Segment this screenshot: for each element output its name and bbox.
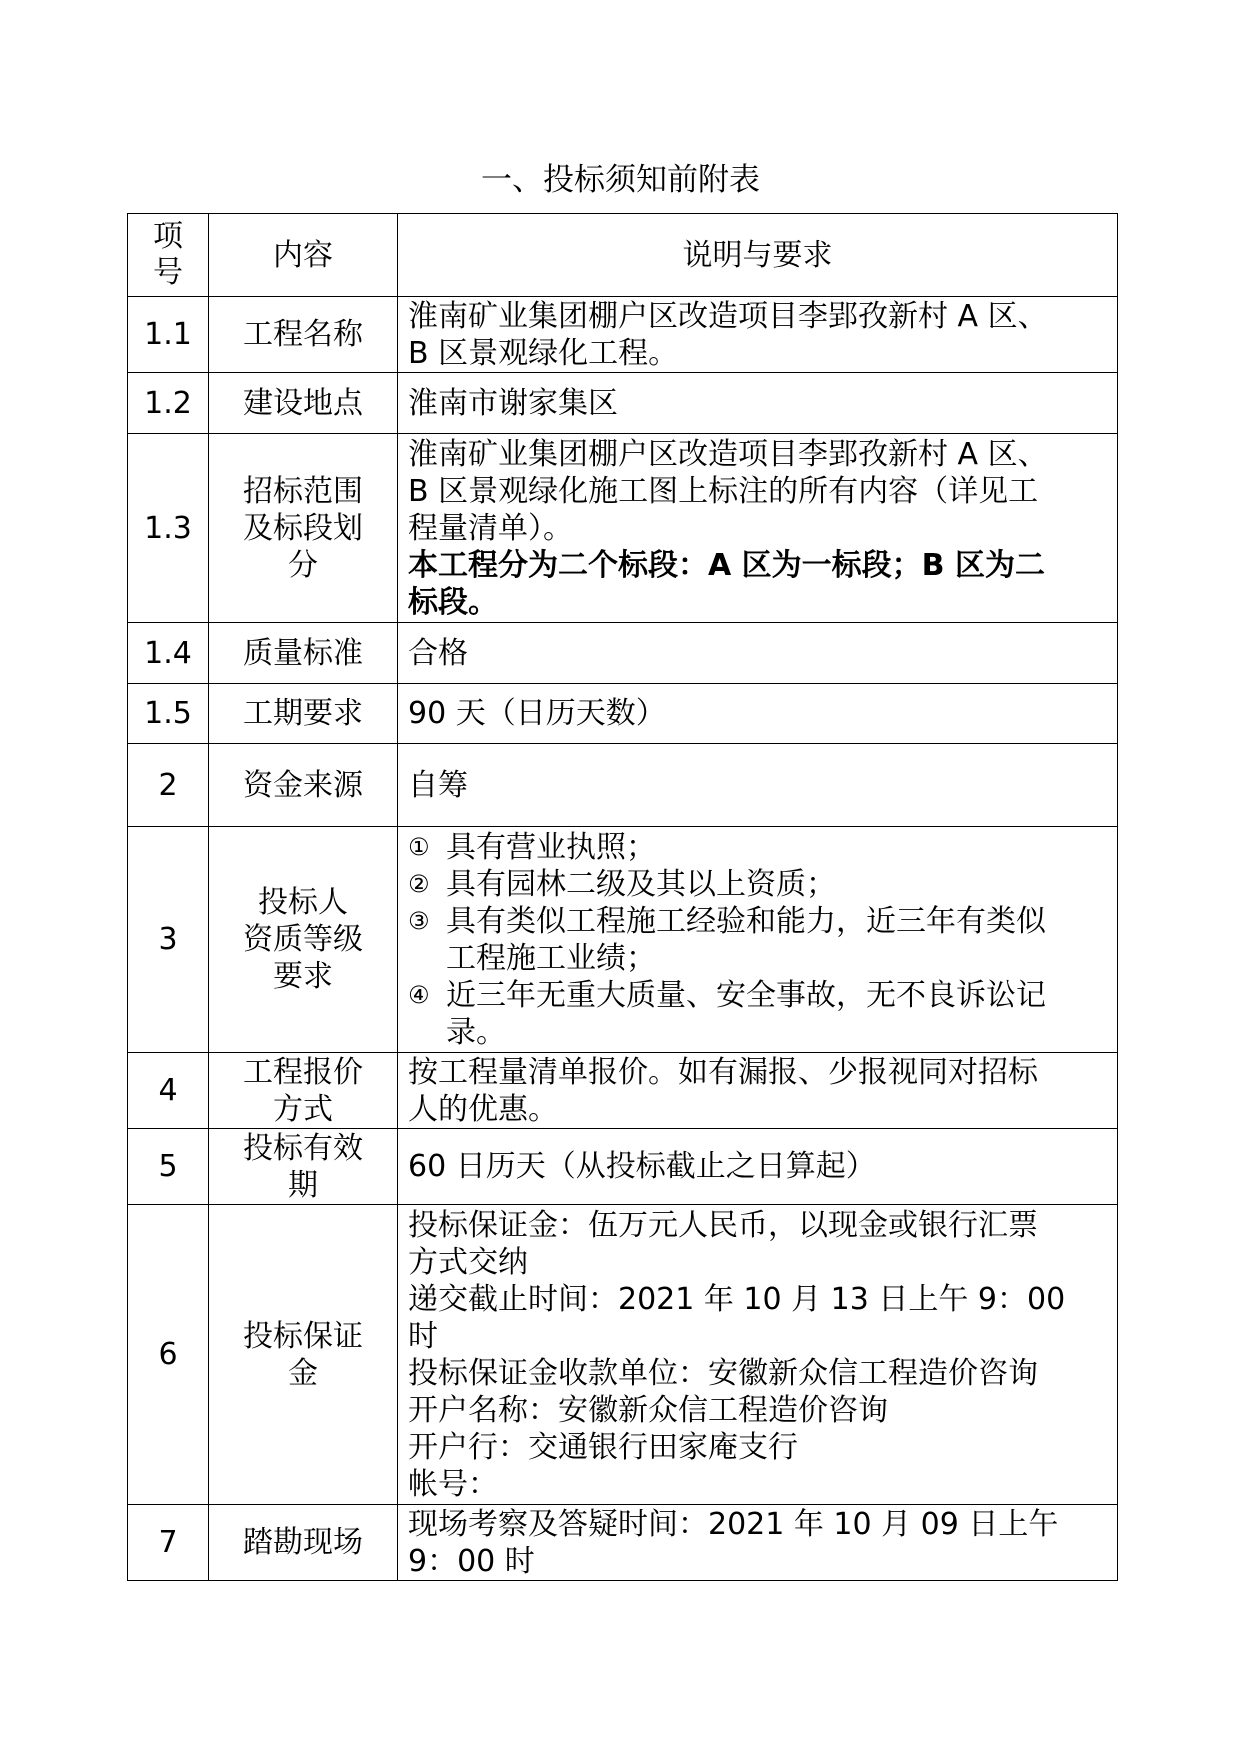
table-row — [128, 684, 1118, 744]
header-desc-cell: 说明与要求 — [398, 214, 1118, 297]
table-row — [128, 373, 1118, 434]
item-line: 方式 — [273, 1091, 333, 1127]
item-line: 工程报价 — [243, 1054, 363, 1090]
row-num: 1.2 — [128, 373, 209, 434]
desc-line: 帐号： — [408, 1466, 498, 1502]
page-title: 一、投标须知前附表 — [481, 162, 760, 198]
desc-line: 递交截止时间：2021 年 10 月 13 日上午 9：00 — [408, 1281, 1066, 1317]
row-desc — [398, 434, 1118, 623]
row-num: 7 — [128, 1505, 209, 1581]
item-line: 招标范围 — [243, 473, 363, 509]
requirement-text: 具有园林二级及其以上资质； — [446, 866, 836, 902]
item-line: 期 — [288, 1167, 318, 1203]
row-desc — [398, 297, 1118, 373]
row-item — [209, 1053, 398, 1129]
row-item: 工期要求 — [209, 684, 398, 744]
item-line: 金 — [288, 1355, 318, 1391]
item-line: 投标有效 — [243, 1130, 363, 1166]
row-desc: 淮南市谢家集区 — [398, 373, 1118, 434]
row-num: 4 — [128, 1053, 209, 1129]
table-row — [128, 827, 1118, 1053]
row-num: 5 — [128, 1129, 209, 1205]
header-num-line-2: 号 — [153, 255, 183, 290]
table-row — [128, 1053, 1118, 1129]
row-desc — [398, 1205, 1118, 1505]
row-num: 1.5 — [128, 684, 209, 744]
table-row — [128, 744, 1118, 827]
desc-line: 9：00 时 — [408, 1543, 535, 1579]
circled-number-1: ① — [408, 832, 430, 861]
requirement-text: 具有营业执照； — [446, 829, 656, 865]
circled-number-2: ② — [408, 869, 430, 898]
row-num: 3 — [128, 827, 209, 1053]
circled-number-3: ③ — [408, 906, 430, 935]
item-line: 要求 — [273, 959, 333, 994]
desc-bold-line: 本工程分为二个标段：A 区为一标段；B 区为二 — [408, 547, 1045, 583]
row-num: 1.3 — [128, 434, 209, 623]
row-desc: 90 天（日历天数） — [398, 684, 1118, 744]
table-row — [128, 623, 1118, 684]
row-item — [209, 434, 398, 623]
desc-line: 现场考察及答疑时间：2021 年 10 月 09 日上午 — [408, 1506, 1059, 1542]
row-desc — [398, 1505, 1118, 1581]
requirement-item — [408, 977, 1109, 1014]
item-line: 及标段划 — [243, 510, 363, 546]
desc-line: 方式交纳 — [408, 1244, 528, 1280]
table-row — [128, 1205, 1118, 1505]
desc-line: 投标保证金收款单位：安徽新众信工程造价咨询 — [408, 1355, 1038, 1391]
desc-line: 投标保证金：伍万元人民币，以现金或银行汇票 — [408, 1207, 1038, 1243]
row-item — [209, 1129, 398, 1205]
requirement-text-continued: 工程施工业绩； — [446, 940, 656, 976]
desc-line: 淮南矿业集团棚户区改造项目李郢孜新村 A 区、 — [408, 436, 1048, 472]
requirement-item — [408, 829, 1109, 866]
desc-line: B 区景观绿化施工图上标注的所有内容（详见工 — [408, 473, 1039, 509]
desc-line: 开户行：交通银行田家庵支行 — [408, 1429, 798, 1465]
row-num: 1.1 — [128, 297, 209, 373]
row-item: 资金来源 — [209, 744, 398, 827]
requirement-text: 近三年无重大质量、安全事故，无不良诉讼记 — [446, 977, 1046, 1013]
row-num: 6 — [128, 1205, 209, 1505]
requirement-item — [408, 866, 1109, 903]
row-item: 工程名称 — [209, 297, 398, 373]
row-num: 2 — [128, 744, 209, 827]
row-desc: 自筹 — [398, 744, 1118, 827]
desc-line: 开户名称：安徽新众信工程造价咨询 — [408, 1392, 888, 1428]
row-item — [209, 1205, 398, 1505]
header-num-line-1: 项 — [153, 219, 183, 254]
row-desc: 合格 — [398, 623, 1118, 684]
item-line: 投标保证 — [243, 1318, 363, 1354]
desc-line: 按工程量清单报价。如有漏报、少报视同对招标 — [408, 1054, 1038, 1090]
row-desc: 60 日历天（从投标截止之日算起） — [398, 1129, 1118, 1205]
circled-number-4: ④ — [408, 980, 430, 1009]
table-row — [128, 434, 1118, 623]
table-row — [128, 297, 1118, 373]
desc-line: 程量清单）。 — [408, 510, 573, 546]
desc-line: 时 — [408, 1318, 438, 1354]
row-num: 1.4 — [128, 623, 209, 684]
item-line: 分 — [288, 547, 318, 583]
desc-bold-line: 标段。 — [408, 584, 498, 620]
desc-line: 淮南矿业集团棚户区改造项目李郢孜新村 A 区、 — [408, 298, 1048, 334]
row-item: 踏勘现场 — [209, 1505, 398, 1581]
requirement-text: 具有类似工程施工经验和能力，近三年有类似 — [446, 903, 1046, 939]
bid-notice-table — [127, 213, 1118, 1581]
header-item-cell: 内容 — [209, 214, 398, 297]
row-desc — [398, 1053, 1118, 1129]
desc-line: B 区景观绿化工程。 — [408, 335, 679, 371]
row-item — [209, 827, 398, 1053]
requirement-item — [408, 903, 1109, 940]
table-header-row — [128, 214, 1118, 297]
requirement-text-continued: 录。 — [446, 1014, 506, 1050]
table-row — [128, 1505, 1118, 1581]
row-desc — [398, 827, 1118, 1053]
header-num-cell — [128, 214, 209, 297]
desc-line: 人的优惠。 — [408, 1091, 558, 1127]
row-item: 质量标准 — [209, 623, 398, 684]
table-row — [128, 1129, 1118, 1205]
item-line: 资质等级 — [243, 922, 363, 957]
item-line: 投标人 — [258, 885, 348, 920]
row-item: 建设地点 — [209, 373, 398, 434]
